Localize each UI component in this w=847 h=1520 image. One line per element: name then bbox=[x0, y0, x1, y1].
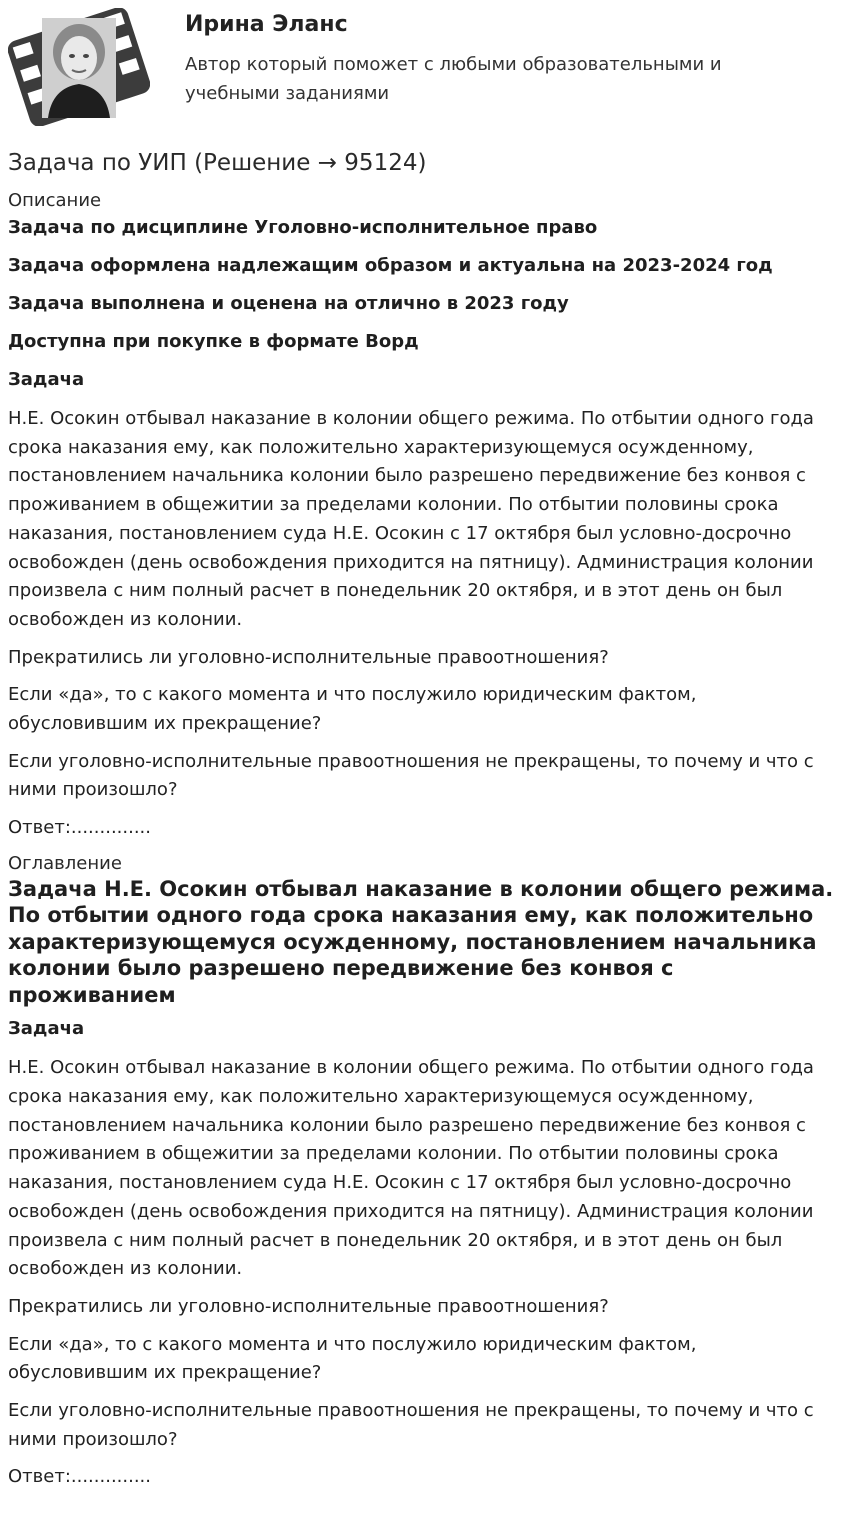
task-heading: Задача bbox=[8, 369, 85, 390]
portrait-avatar-icon bbox=[8, 8, 150, 126]
answer-placeholder-repeat: Ответ:.............. bbox=[8, 1466, 151, 1488]
description-label: Описание bbox=[8, 190, 102, 211]
description-line: Задача выполнена и оценена на отлично в 2023 году bbox=[8, 293, 569, 314]
question-repeat: Если «да», то с какого момента и что послужило юридическим фактом, обусловившим их прекращение? bbox=[8, 1333, 697, 1384]
content bbox=[8, 189, 838, 1501]
toc-title: Задача Н.Е. Осокин отбывал наказание в колонии общего режима. По отбытии одного года срока наказания ему, как положительно характеризующемуся осужденному, постановлением начальника колонии было разрешено передвижение без конвоя с проживанием bbox=[8, 876, 834, 1007]
page-title: Задача по УИП (Решение → 95124) bbox=[8, 150, 427, 176]
author-block bbox=[8, 0, 838, 140]
description-line: Доступна при покупке в формате Ворд bbox=[8, 331, 419, 352]
task-text-repeat: Н.Е. Осокин отбывал наказание в колонии общего режима. По отбытии одного года срока наказания ему, как положительно характеризующемуся осужденному, постановлением начальника колонии было разрешено передвижение без конвоя с проживанием в общежитии за пределами колонии. По отбытии половины срока наказания, постановлением суда Н.Е. Осокин с 17 октября был условно-досрочно освобожден (день освобождения приходится на пятницу). Администрация колонии произвела с ним полный расчет в понедельник 20 октября, и в этот день он был освобожден из колонии. bbox=[8, 1057, 814, 1280]
author-description: Автор который поможет с любыми образовательными и учебными заданиями bbox=[185, 54, 722, 104]
description-line: Задача по дисциплине Уголовно-исполнительное право bbox=[8, 217, 598, 238]
description-line: Задача оформлена надлежащим образом и актуальна на 2023-2024 год bbox=[8, 255, 773, 276]
question: Если «да», то с какого момента и что послужило юридическим фактом, обусловившим их прекращение? bbox=[8, 684, 697, 735]
question-repeat: Прекратились ли уголовно-исполнительные правоотношения? bbox=[8, 1295, 609, 1317]
toc-task-heading: Задача bbox=[8, 1018, 85, 1040]
question: Прекратились ли уголовно-исполнительные правоотношения? bbox=[8, 646, 609, 668]
author-avatar[interactable] bbox=[8, 8, 150, 126]
question-repeat: Если уголовно-исполнительные правоотношения не прекращены, то почему и что с ними произошло? bbox=[8, 1400, 814, 1450]
page bbox=[8, 0, 838, 1488]
question: Если уголовно-исполнительные правоотношения не прекращены, то почему и что с ними произошло? bbox=[8, 750, 814, 801]
author-name[interactable]: Ирина Эланс bbox=[185, 12, 348, 37]
toc-label: Оглавление bbox=[8, 852, 122, 874]
task-text: Н.Е. Осокин отбывал наказание в колонии общего режима. По отбытии одного года срока наказания ему, как положительно характеризующемуся осужденному, постановлением начальника колонии было разрешено передвижение без конвоя с проживанием в общежитии за пределами колонии. По отбытии половины срока наказания, постановлением суда Н.Е. Осокин с 17 октября был условно-досрочно освобожден (день освобождения приходится на пятницу). Администрация колонии произвела с ним полный расчет в понедельник 20 октября, и в этот день он был освобожден из колонии. bbox=[8, 408, 814, 630]
answer-placeholder: Ответ:.............. bbox=[8, 817, 151, 839]
